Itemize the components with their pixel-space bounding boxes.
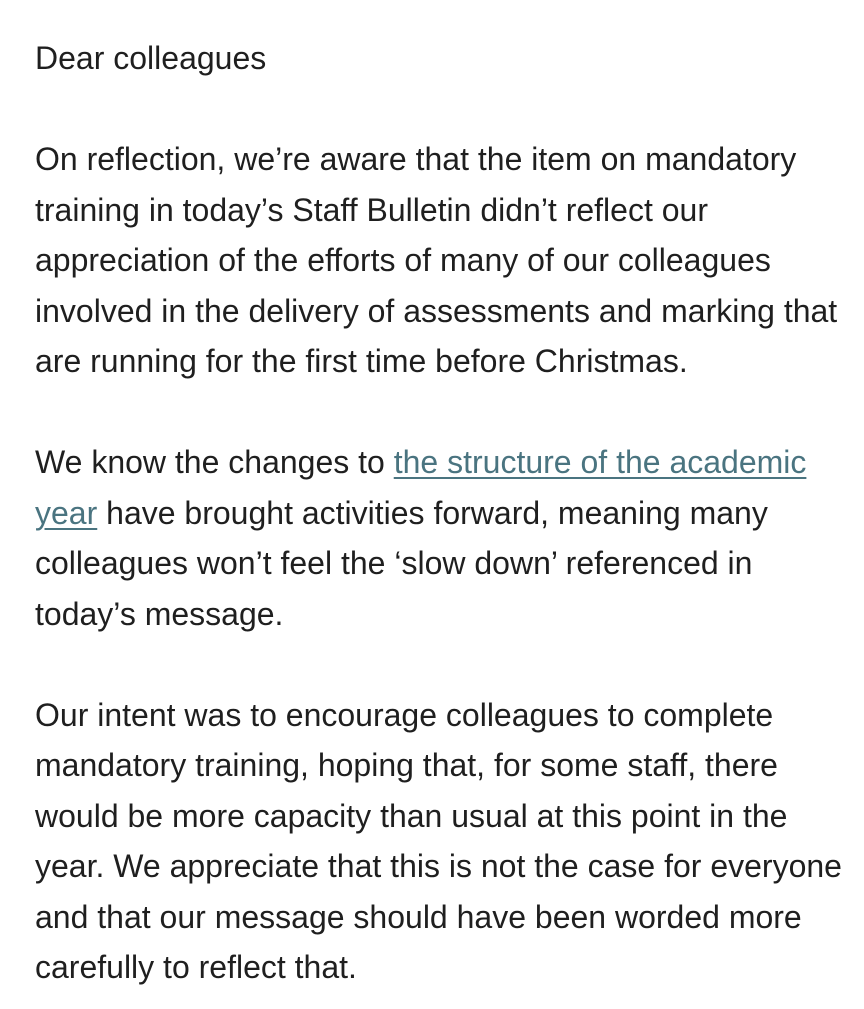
paragraph-academic-year-rest: have brought activities forward, meaning many colleagues won’t feel the ‘slow down’ referenced in today’s message. xyxy=(35,494,768,632)
paragraph-reflection: On reflection, we’re aware that the item on mandatory training in today’s Staff Bulletin didn’t reflect our appreciation of the efforts of many of our colleagues involved in the delivery of assessments and marking that are running for the first time before Christmas. xyxy=(35,141,838,379)
paragraph-intent: Our intent was to encourage colleagues to complete mandatory training, hoping that, for some staff, there would be more capacity than usual at this point in the year. We appreciate that this is not the case for everyone and that our message should have been worded more carefully to reflect that. xyxy=(35,696,842,985)
paragraph-academic-year-intro: We know the changes to xyxy=(35,444,394,480)
greeting: Dear colleagues xyxy=(35,40,267,76)
academic-year-structure-link[interactable]: the structure of the academic year xyxy=(35,444,807,531)
paragraph-academic-year xyxy=(35,437,845,639)
